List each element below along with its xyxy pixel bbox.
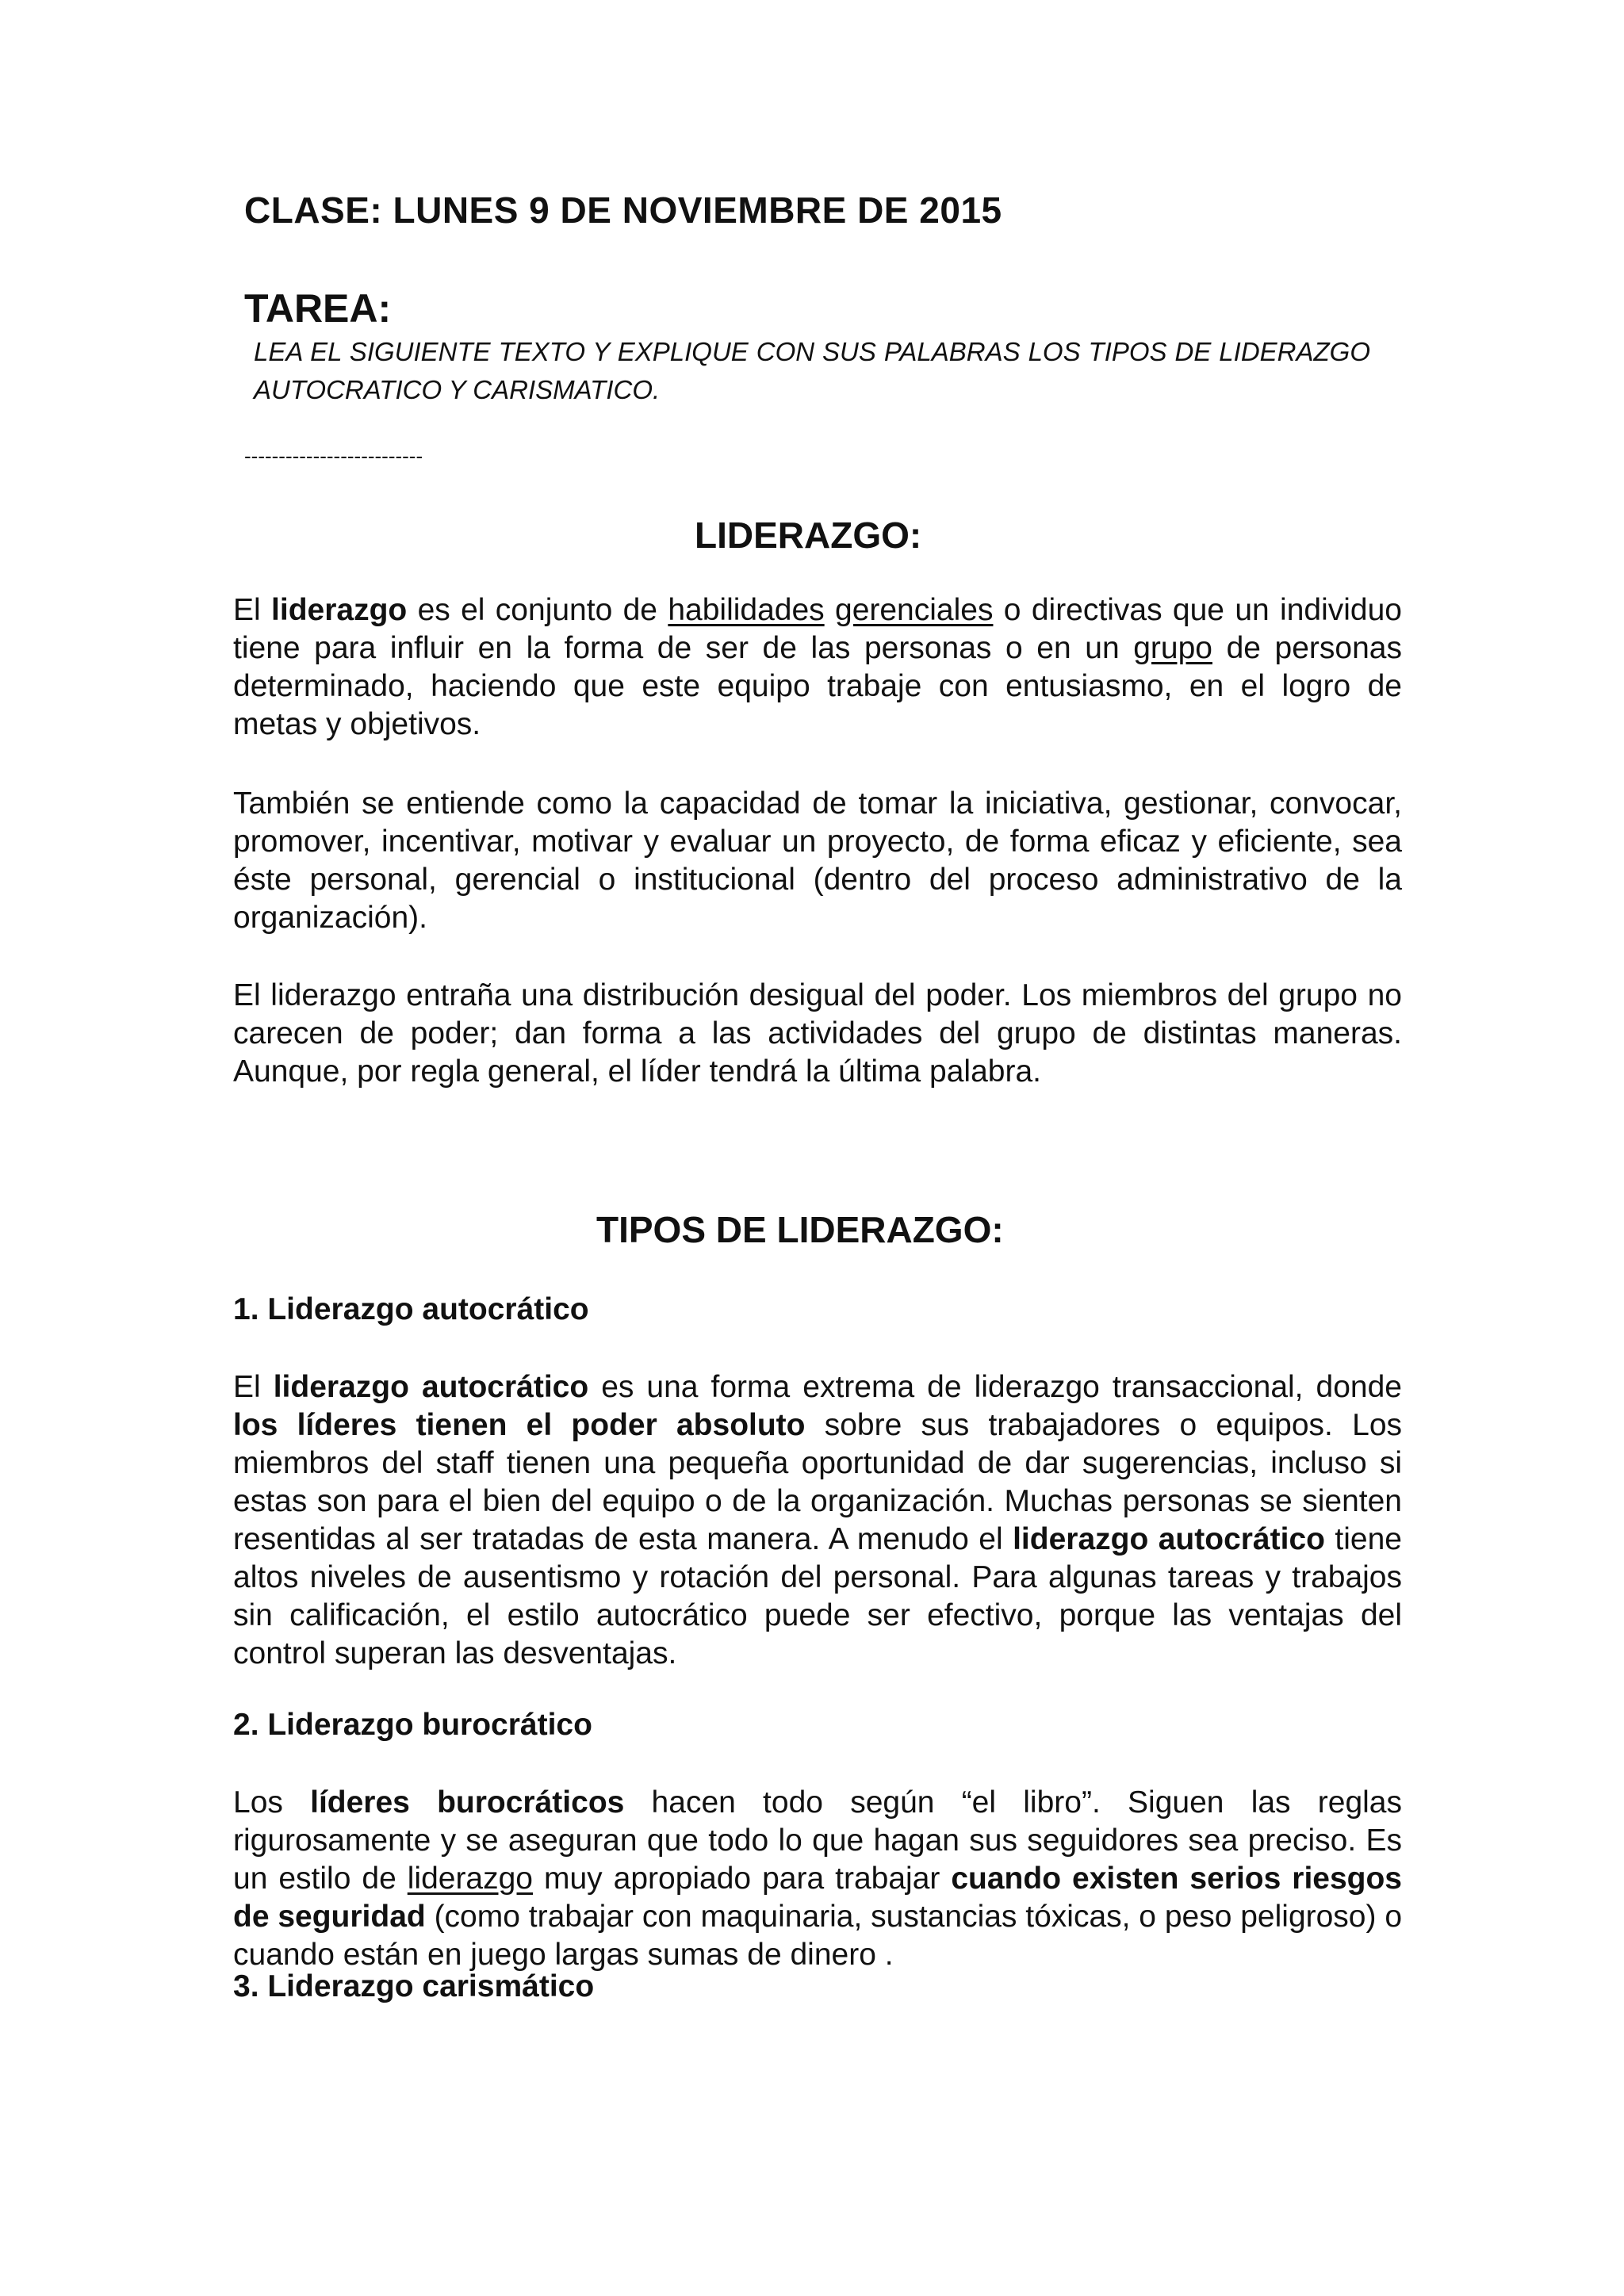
text-run: tiene altos niveles de ausentismo y rotación del personal. Para algunas tareas y trabajos sin calificación, el estilo autocrático puede ser efectivo, porque las ventajas del control superan las desventajas. <box>233 1522 1402 1670</box>
paragraph-definition <box>233 591 1402 744</box>
bold-term: los líderes tienen el poder absoluto <box>233 1408 806 1442</box>
separator-line: -------------------------- <box>244 444 423 468</box>
homework-instructions: LEA EL SIGUIENTE TEXTO Y EXPLIQUE CON SUS PALABRAS LOS TIPOS DE LIDERAZGO AUTOCRATICO Y CARISMATICO. <box>254 337 1370 404</box>
text-run: muy apropiado para trabajar <box>533 1862 952 1896</box>
hyperlink-habilidades[interactable]: habilidades <box>668 593 825 627</box>
paragraph-capacity: También se entiende como la capacidad de tomar la iniciativa, gestionar, convocar, promover, incentivar, motivar y evaluar un proyecto, de forma eficaz y eficiente, sea éste personal, gerencial o institucional (dentro del proceso administrativo de la organización). <box>233 786 1402 935</box>
hyperlink-grupo[interactable]: grupo <box>1133 631 1212 665</box>
hyperlink-liderazgo[interactable]: liderazgo <box>407 1862 534 1896</box>
text-run: El <box>233 1370 274 1404</box>
hyperlink-gerenciales[interactable]: gerenciales <box>835 593 994 627</box>
bold-term: líderes burocráticos <box>310 1785 625 1820</box>
bold-term: liderazgo autocrático <box>273 1370 589 1404</box>
homework-label: TAREA: <box>244 286 392 331</box>
subheading-charismatic: 3. Liderazgo carismático <box>233 1969 595 2003</box>
subheading-bureaucratic: 2. Liderazgo burocrático <box>233 1708 592 1742</box>
text-run: sobre sus trabajadores o equipos. Los miembros del staff tienen una pequeña oportunidad de dar sugerencias, incluso si estas son para el bien del equipo o de la organización. Muchas personas se sienten resentidas al ser tratadas de esta manera. A menudo el <box>233 1408 1403 1556</box>
bold-term: liderazgo <box>271 593 408 627</box>
text-run: de personas determinado, haciendo que este equipo trabaje con entusiasmo, en el logro de metas y objetivos. <box>233 631 1402 741</box>
text-run: es una forma extrema de liderazgo transaccional, donde <box>588 1370 1402 1404</box>
text-run: o directivas que un individuo tiene para influir en la forma de ser de las personas o en un <box>233 593 1402 665</box>
subheading-autocratic: 1. Liderazgo autocrático <box>233 1292 589 1326</box>
section-heading-tipos: TIPOS DE LIDERAZGO: <box>596 1209 1004 1250</box>
paragraph-bureaucratic <box>233 1784 1402 1974</box>
text-run: es el conjunto de <box>407 593 668 627</box>
text-run: hacen todo según “el libro”. Siguen las reglas rigurosamente y se aseguran que todo lo que hagan sus seguidores sea preciso. Es un estilo de <box>233 1785 1402 1896</box>
paragraph-autocratic <box>233 1368 1402 1673</box>
paragraph-power: El liderazgo entraña una distribución desigual del poder. Los miembros del grupo no carecen de poder; dan forma a las actividades del grupo de distintas maneras. Aunque, por regla general, el líder tendrá la última palabra. <box>233 978 1402 1089</box>
class-date-title: CLASE: LUNES 9 DE NOVIEMBRE DE 2015 <box>244 189 1002 231</box>
section-heading-liderazgo: LIDERAZGO: <box>695 515 922 556</box>
text-run: El <box>233 593 272 627</box>
bold-term: cuando existen serios riesgos de seguridad <box>233 1862 1402 1934</box>
text-run <box>825 593 835 627</box>
bold-term: liderazgo autocrático <box>1013 1522 1325 1556</box>
text-run: (como trabajar con maquinaria, sustancias tóxicas, o peso peligroso) o cuando están en juego largas sumas de dinero . <box>233 1900 1403 1972</box>
text-run: Los <box>233 1785 311 1820</box>
